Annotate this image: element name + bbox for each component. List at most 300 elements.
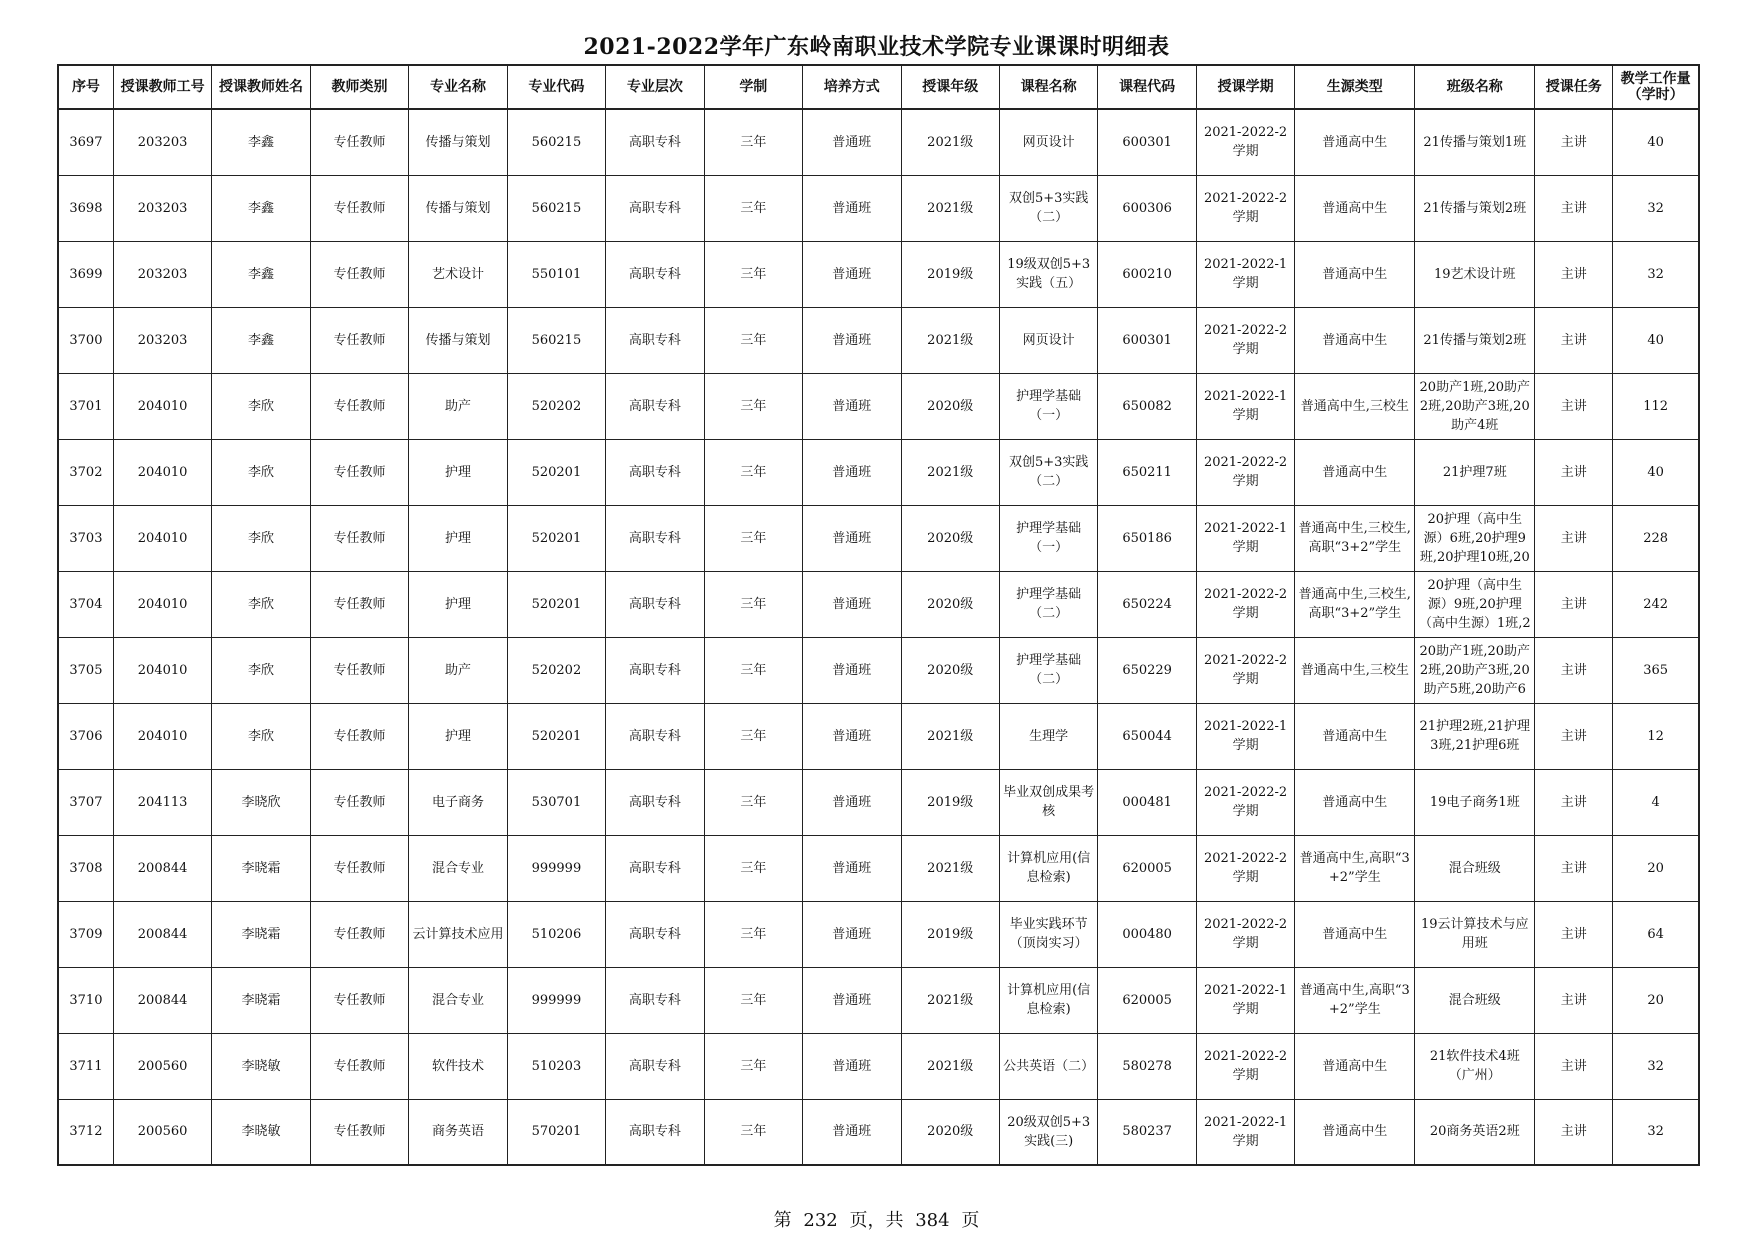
table-cell bbox=[1196, 637, 1294, 703]
cell-text: 2020级 bbox=[927, 530, 974, 546]
cell-text: 专任教师 bbox=[333, 596, 386, 612]
table-cell bbox=[901, 505, 999, 571]
cell-text: 40 bbox=[1647, 134, 1664, 150]
table-cell bbox=[606, 439, 704, 505]
table-cell bbox=[113, 439, 211, 505]
cell-text: 2021-2022-2学期 bbox=[1203, 587, 1288, 621]
table-cell bbox=[310, 769, 408, 835]
cell-text: 李欣 bbox=[248, 728, 275, 744]
table-cell bbox=[310, 175, 408, 241]
table-cell bbox=[803, 505, 901, 571]
table-cell bbox=[999, 1099, 1097, 1165]
cell-text: 普通高中生 bbox=[1322, 794, 1388, 810]
table-cell bbox=[704, 637, 802, 703]
cell-text: 普通班 bbox=[832, 992, 872, 1008]
table-cell bbox=[901, 1033, 999, 1099]
table-cell bbox=[58, 967, 113, 1033]
cell-text: 李欣 bbox=[248, 464, 275, 480]
cell-text: 20护理（高中生源）9班,20护理（高中生源）1班,2 bbox=[1418, 577, 1531, 631]
cell-text: 650082 bbox=[1122, 398, 1172, 414]
table-cell bbox=[310, 571, 408, 637]
cell-text: 高职专科 bbox=[628, 266, 681, 282]
table-cell bbox=[1098, 967, 1196, 1033]
cell-text: 200844 bbox=[137, 992, 188, 1008]
cell-text: 传播与策划 bbox=[425, 200, 491, 216]
cell-text: 毕业实践环节（顶岗实习） bbox=[1009, 917, 1088, 951]
cell-text: 艺术设计 bbox=[431, 266, 484, 282]
table-row bbox=[58, 967, 1699, 1033]
cell-text: 普通高中生 bbox=[1322, 1124, 1388, 1140]
table-row bbox=[58, 835, 1699, 901]
cell-text: 3699 bbox=[69, 266, 103, 282]
table-cell bbox=[507, 175, 605, 241]
cell-text: 专任教师 bbox=[333, 794, 386, 810]
table-cell bbox=[310, 109, 408, 175]
table-cell bbox=[507, 571, 605, 637]
table-row bbox=[58, 175, 1699, 241]
cell-text: 高职专科 bbox=[628, 794, 681, 810]
table-cell bbox=[409, 1099, 507, 1165]
table-cell bbox=[704, 175, 802, 241]
table-cell bbox=[803, 1033, 901, 1099]
table-cell bbox=[1613, 637, 1699, 703]
cell-text: 高职专科 bbox=[628, 992, 681, 1008]
cell-text: 李晓霜 bbox=[241, 926, 281, 942]
table-cell bbox=[310, 835, 408, 901]
table-cell bbox=[1295, 769, 1415, 835]
cell-text: 主讲 bbox=[1560, 530, 1587, 546]
cell-text: 112 bbox=[1643, 398, 1669, 414]
table-cell bbox=[1415, 571, 1535, 637]
table-cell bbox=[1098, 637, 1196, 703]
cell-text: 普通高中生,三校生 bbox=[1300, 398, 1409, 414]
table-cell bbox=[212, 571, 310, 637]
table-cell bbox=[113, 175, 211, 241]
cell-text: 主讲 bbox=[1560, 992, 1587, 1008]
cell-text: 护理 bbox=[444, 530, 471, 546]
table-cell bbox=[58, 109, 113, 175]
table-cell bbox=[803, 175, 901, 241]
table-cell bbox=[606, 637, 704, 703]
table-cell bbox=[901, 439, 999, 505]
table-cell bbox=[901, 373, 999, 439]
cell-text: 普通班 bbox=[832, 332, 872, 348]
cell-text: 600301 bbox=[1122, 332, 1172, 348]
cell-text: 普通班 bbox=[832, 398, 872, 414]
cell-text: 主讲 bbox=[1560, 794, 1587, 810]
column-header: 授课学期 bbox=[1196, 65, 1294, 109]
cell-text: 三年 bbox=[740, 464, 767, 480]
cell-text: 650224 bbox=[1122, 596, 1172, 612]
table-cell bbox=[58, 571, 113, 637]
table-cell bbox=[58, 439, 113, 505]
table-cell bbox=[58, 835, 113, 901]
table-cell bbox=[507, 637, 605, 703]
table-cell bbox=[803, 1099, 901, 1165]
footer-middle: 页，共 bbox=[849, 1210, 904, 1231]
table-cell bbox=[409, 703, 507, 769]
table-row bbox=[58, 505, 1699, 571]
table-cell bbox=[507, 439, 605, 505]
cell-text: 三年 bbox=[740, 926, 767, 942]
cell-text: 3703 bbox=[69, 530, 103, 546]
table-cell bbox=[409, 505, 507, 571]
table-cell bbox=[901, 703, 999, 769]
cell-text: 三年 bbox=[740, 596, 767, 612]
cell-text: 20助产1班,20助产2班,20助产3班,20助产5班,20助产6 bbox=[1419, 643, 1531, 697]
cell-text: 护理 bbox=[444, 596, 471, 612]
table-cell bbox=[58, 175, 113, 241]
table-cell bbox=[310, 307, 408, 373]
table-cell bbox=[1196, 241, 1294, 307]
table-cell bbox=[901, 967, 999, 1033]
cell-text: 2021级 bbox=[927, 728, 974, 744]
cell-text: 3700 bbox=[69, 332, 103, 348]
cell-text: 混合班级 bbox=[1448, 992, 1501, 1008]
table-row bbox=[58, 307, 1699, 373]
cell-text: 32 bbox=[1647, 1124, 1664, 1140]
table-cell bbox=[1295, 439, 1415, 505]
cell-text: 999999 bbox=[531, 860, 582, 876]
cell-text: 主讲 bbox=[1560, 1124, 1587, 1140]
cell-text: 228 bbox=[1643, 530, 1669, 546]
cell-text: 600306 bbox=[1122, 200, 1172, 216]
table-cell bbox=[1613, 373, 1699, 439]
cell-text: 2021-2022-2学期 bbox=[1203, 125, 1288, 160]
table-cell bbox=[1295, 505, 1415, 571]
cell-text: 主讲 bbox=[1560, 926, 1587, 942]
cell-text: 护理学基础（二） bbox=[1016, 587, 1082, 621]
table-cell bbox=[803, 769, 901, 835]
table-cell bbox=[58, 703, 113, 769]
table-cell bbox=[310, 967, 408, 1033]
table-cell bbox=[803, 307, 901, 373]
cell-text: 普通班 bbox=[832, 860, 872, 876]
table-cell bbox=[803, 109, 901, 175]
cell-text: 560215 bbox=[531, 200, 582, 216]
cell-text: 专任教师 bbox=[333, 728, 386, 744]
cell-text: 普通班 bbox=[832, 596, 872, 612]
table-cell bbox=[1295, 373, 1415, 439]
table-cell bbox=[113, 703, 211, 769]
footer-total-pages: 384 bbox=[915, 1210, 950, 1231]
cell-text: 520201 bbox=[531, 530, 582, 546]
table-cell bbox=[1098, 241, 1196, 307]
table-cell bbox=[310, 901, 408, 967]
column-header: 授课年级 bbox=[901, 65, 999, 109]
cell-text: 2021-2022-2学期 bbox=[1203, 323, 1288, 357]
cell-text: 主讲 bbox=[1560, 596, 1587, 612]
cell-text: 204010 bbox=[137, 464, 188, 480]
table-cell bbox=[803, 703, 901, 769]
table-cell bbox=[1295, 1099, 1415, 1165]
table-cell bbox=[704, 769, 802, 835]
table-row bbox=[58, 571, 1699, 637]
table-cell bbox=[1535, 439, 1613, 505]
table-cell bbox=[901, 769, 999, 835]
cell-text: 专任教师 bbox=[333, 332, 386, 348]
cell-text: 2020级 bbox=[927, 1124, 974, 1140]
cell-text: 专任教师 bbox=[333, 398, 386, 414]
cell-text: 高职专科 bbox=[628, 332, 681, 348]
table-cell bbox=[999, 703, 1097, 769]
table-cell bbox=[999, 241, 1097, 307]
cell-text: 2021-2022-2学期 bbox=[1203, 455, 1288, 489]
table-cell bbox=[704, 901, 802, 967]
table-cell bbox=[212, 1033, 310, 1099]
cell-text: 普通班 bbox=[832, 794, 872, 810]
table-cell bbox=[704, 307, 802, 373]
table-cell bbox=[507, 505, 605, 571]
table-cell bbox=[1098, 1099, 1196, 1165]
table-cell bbox=[113, 307, 211, 373]
cell-text: 3704 bbox=[69, 596, 103, 612]
cell-text: 普通班 bbox=[832, 1058, 872, 1074]
cell-text: 助产 bbox=[444, 662, 471, 678]
table-cell bbox=[1098, 835, 1196, 901]
table-cell bbox=[212, 175, 310, 241]
cell-text: 高职专科 bbox=[628, 662, 681, 678]
table-cell bbox=[113, 109, 211, 175]
table-cell bbox=[606, 373, 704, 439]
page-title: 2021-2022学年广东岭南职业技术学院专业课课时明细表 bbox=[583, 34, 1170, 60]
table-cell bbox=[606, 769, 704, 835]
table-cell bbox=[901, 571, 999, 637]
table-cell bbox=[901, 835, 999, 901]
table-cell bbox=[901, 901, 999, 967]
table-cell bbox=[1415, 1099, 1535, 1165]
table-cell bbox=[1295, 835, 1415, 901]
cell-text: 普通班 bbox=[832, 1124, 872, 1140]
table-cell bbox=[1535, 967, 1613, 1033]
table-cell bbox=[999, 109, 1097, 175]
table-cell bbox=[212, 637, 310, 703]
table-cell bbox=[507, 1099, 605, 1165]
table-cell bbox=[507, 373, 605, 439]
cell-text: 公共英语（二） bbox=[1003, 1058, 1095, 1074]
cell-text: 2019级 bbox=[927, 266, 974, 282]
cell-text: 李晓霜 bbox=[241, 992, 281, 1008]
cell-text: 三年 bbox=[740, 332, 767, 348]
cell-text: 560215 bbox=[531, 332, 582, 348]
table-cell bbox=[409, 901, 507, 967]
cell-text: 204113 bbox=[137, 794, 188, 810]
column-header: 培养方式 bbox=[803, 65, 901, 109]
table-cell bbox=[1535, 901, 1613, 967]
cell-text: 高职专科 bbox=[628, 596, 681, 612]
cell-text: 2021-2022-2学期 bbox=[1203, 917, 1288, 951]
cell-text: 高职专科 bbox=[628, 464, 681, 480]
table-cell bbox=[1535, 505, 1613, 571]
cell-text: 主讲 bbox=[1560, 464, 1587, 480]
cell-text: 普通高中生 bbox=[1322, 134, 1388, 150]
cell-text: 580278 bbox=[1122, 1058, 1172, 1074]
cell-text: 三年 bbox=[740, 794, 767, 810]
table-cell bbox=[1098, 769, 1196, 835]
cell-text: 普通高中生,三校生 bbox=[1300, 662, 1409, 678]
table-body bbox=[58, 109, 1699, 1165]
cell-text: 2021-2022-1学期 bbox=[1203, 719, 1288, 753]
table-cell bbox=[1196, 769, 1294, 835]
cell-text: 2021-2022-1学期 bbox=[1203, 389, 1288, 423]
table-cell bbox=[409, 1033, 507, 1099]
cell-text: 000480 bbox=[1122, 926, 1172, 942]
table-cell bbox=[113, 637, 211, 703]
table-cell bbox=[1415, 637, 1535, 703]
table-cell bbox=[113, 241, 211, 307]
cell-text: 000481 bbox=[1122, 794, 1172, 810]
table-cell bbox=[1098, 175, 1196, 241]
cell-text: 32 bbox=[1647, 266, 1664, 282]
cell-text: 650186 bbox=[1122, 530, 1172, 546]
cell-text: 2021级 bbox=[927, 200, 974, 216]
table-cell bbox=[212, 835, 310, 901]
cell-text: 专任教师 bbox=[333, 464, 386, 480]
table-cell bbox=[1535, 637, 1613, 703]
table-row bbox=[58, 901, 1699, 967]
table-cell bbox=[212, 109, 310, 175]
cell-text: 21护理2班,21护理3班,21护理6班 bbox=[1419, 719, 1531, 753]
table-cell bbox=[1535, 835, 1613, 901]
table-cell bbox=[113, 571, 211, 637]
table-cell bbox=[901, 1099, 999, 1165]
table-cell bbox=[1295, 1033, 1415, 1099]
cell-text: 护理学基础（一） bbox=[1016, 521, 1082, 555]
cell-text: 双创5+3实践（二） bbox=[1008, 455, 1089, 489]
table-cell bbox=[1196, 109, 1294, 175]
cell-text: 普通班 bbox=[832, 728, 872, 744]
table-cell bbox=[507, 901, 605, 967]
cell-text: 3708 bbox=[69, 860, 103, 876]
table-cell bbox=[58, 1099, 113, 1165]
table-cell bbox=[606, 703, 704, 769]
table-cell bbox=[803, 373, 901, 439]
table-cell bbox=[1535, 1099, 1613, 1165]
cell-text: 2021级 bbox=[927, 992, 974, 1008]
table-cell bbox=[507, 769, 605, 835]
table-cell bbox=[1295, 175, 1415, 241]
column-header: 专业层次 bbox=[606, 65, 704, 109]
cell-text: 主讲 bbox=[1560, 200, 1587, 216]
table-cell bbox=[1295, 901, 1415, 967]
table-cell bbox=[1613, 109, 1699, 175]
cell-text: 普通高中生 bbox=[1322, 332, 1388, 348]
cell-text: 203203 bbox=[137, 134, 188, 150]
table-cell bbox=[1415, 307, 1535, 373]
cell-text: 2021级 bbox=[927, 134, 974, 150]
cell-text: 普通班 bbox=[832, 662, 872, 678]
cell-text: 普通班 bbox=[832, 200, 872, 216]
cell-text: 李欣 bbox=[248, 398, 275, 414]
table-cell bbox=[704, 109, 802, 175]
cell-text: 三年 bbox=[740, 662, 767, 678]
column-header: 专业名称 bbox=[409, 65, 507, 109]
cell-text: 64 bbox=[1647, 926, 1664, 942]
cell-text: 19电子商务1班 bbox=[1429, 794, 1520, 810]
footer-prefix: 第 bbox=[773, 1210, 792, 1231]
table-cell bbox=[1196, 307, 1294, 373]
cell-text: 李欣 bbox=[248, 530, 275, 546]
cell-text: 200844 bbox=[137, 926, 188, 942]
table-cell bbox=[1196, 967, 1294, 1033]
table-row bbox=[58, 1099, 1699, 1165]
table-cell bbox=[1196, 175, 1294, 241]
cell-text: 580237 bbox=[1122, 1124, 1172, 1140]
table-cell bbox=[999, 505, 1097, 571]
table-cell bbox=[409, 769, 507, 835]
table-row bbox=[58, 703, 1699, 769]
cell-text: 200560 bbox=[137, 1124, 188, 1140]
table-cell bbox=[999, 769, 1097, 835]
table-cell bbox=[1535, 373, 1613, 439]
cell-text: 620005 bbox=[1122, 992, 1172, 1008]
cell-text: 普通高中生 bbox=[1322, 728, 1388, 744]
cell-text: 三年 bbox=[740, 1058, 767, 1074]
table-cell bbox=[1098, 571, 1196, 637]
table-cell bbox=[1535, 769, 1613, 835]
column-header: 教师类别 bbox=[310, 65, 408, 109]
cell-text: 李鑫 bbox=[248, 200, 275, 216]
table-cell bbox=[310, 373, 408, 439]
cell-text: 20商务英语2班 bbox=[1429, 1124, 1520, 1140]
table-cell bbox=[1415, 505, 1535, 571]
cell-text: 570201 bbox=[531, 1124, 582, 1140]
cell-text: 李鑫 bbox=[248, 266, 275, 282]
table-cell bbox=[606, 967, 704, 1033]
table-cell bbox=[310, 1099, 408, 1165]
table-cell bbox=[1196, 505, 1294, 571]
table-cell bbox=[606, 109, 704, 175]
cell-text: 204010 bbox=[137, 662, 188, 678]
table-cell bbox=[606, 835, 704, 901]
table-cell bbox=[212, 373, 310, 439]
cell-text: 普通高中生,三校生,高职“3+2”学生 bbox=[1298, 521, 1411, 555]
cell-text: 600210 bbox=[1122, 266, 1172, 282]
cell-text: 主讲 bbox=[1560, 662, 1587, 678]
table-cell bbox=[1415, 439, 1535, 505]
cell-text: 三年 bbox=[740, 200, 767, 216]
table-cell bbox=[507, 109, 605, 175]
cell-text: 2021级 bbox=[927, 332, 974, 348]
cell-text: 计算机应用(信息检索) bbox=[1007, 983, 1091, 1017]
cell-text: 高职专科 bbox=[628, 728, 681, 744]
table-row bbox=[58, 637, 1699, 703]
table-cell bbox=[113, 373, 211, 439]
table-cell bbox=[58, 637, 113, 703]
table-cell bbox=[1196, 439, 1294, 505]
table-cell bbox=[606, 175, 704, 241]
cell-text: 650044 bbox=[1122, 728, 1172, 744]
cell-text: 高职专科 bbox=[628, 200, 681, 216]
cell-text: 三年 bbox=[740, 134, 767, 150]
cell-text: 普通高中生,高职“3+2”学生 bbox=[1299, 983, 1410, 1017]
cell-text: 650211 bbox=[1122, 464, 1172, 480]
cell-text: 三年 bbox=[740, 1124, 767, 1140]
table-cell bbox=[606, 901, 704, 967]
cell-text: 2021级 bbox=[927, 1058, 974, 1074]
cell-text: 365 bbox=[1643, 662, 1669, 678]
table-cell bbox=[803, 571, 901, 637]
cell-text: 2021-2022-1学期 bbox=[1203, 983, 1288, 1017]
table-cell bbox=[1098, 505, 1196, 571]
table-cell bbox=[507, 1033, 605, 1099]
table-cell bbox=[310, 703, 408, 769]
cell-text: 生理学 bbox=[1029, 728, 1069, 744]
table-cell bbox=[1295, 307, 1415, 373]
table-cell bbox=[999, 637, 1097, 703]
cell-text: 主讲 bbox=[1560, 398, 1587, 414]
table-cell bbox=[1415, 901, 1535, 967]
